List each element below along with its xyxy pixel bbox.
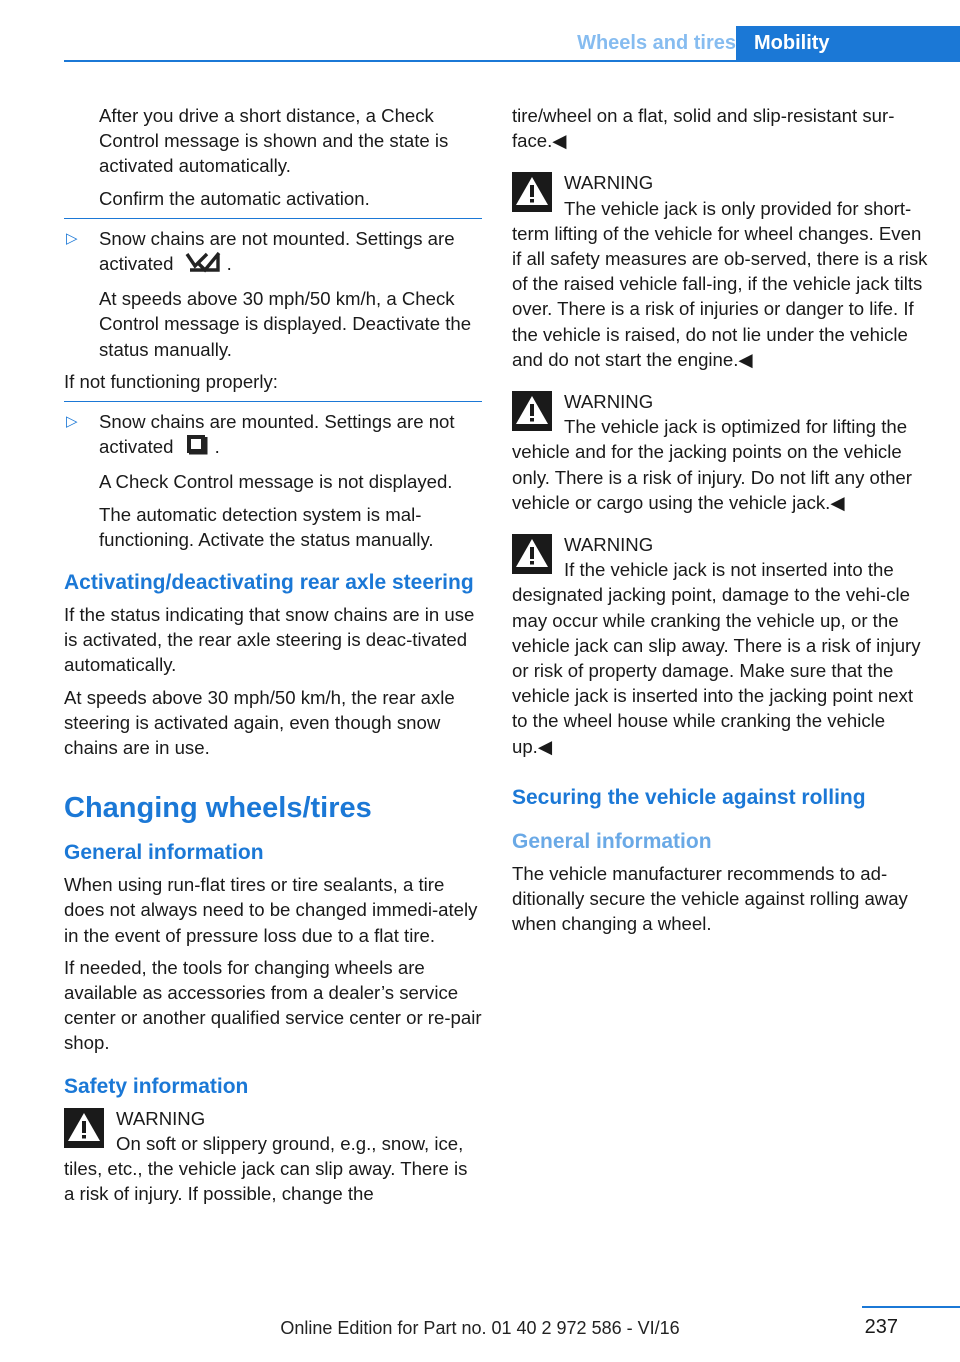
warning-text: On soft or slippery ground, e.g., snow, ice, tiles, etc., the vehicle jack can slip away. There is a risk of injury. If possible, change the	[64, 1132, 468, 1205]
paragraph: At speeds above 30 mph/50 km/h, the rear axle steering is activated again, even though snow chains are in use.	[64, 686, 455, 759]
heading-general-information: General information	[64, 841, 264, 865]
list-item	[64, 226, 482, 279]
paragraph: If needed, the tools for changing wheels are available as accessories from a dealer’s service center or another qualified service center or re‐pair shop.	[64, 956, 482, 1054]
list-item-text-end: .	[214, 436, 220, 458]
heading-changing-wheels: Changing wheels/tires	[64, 792, 372, 825]
triangle-bullet-icon: ▷	[66, 413, 78, 431]
paragraph: Confirm the automatic activation.	[99, 187, 370, 209]
header-chapter-tab: Mobility	[736, 26, 960, 60]
warning-block	[512, 532, 928, 759]
footer-edition: Online Edition for Part no. 01 40 2 972 586 - VI/16	[280, 1318, 680, 1338]
list-item-text: Snow chains are not mounted. Settings are activated	[99, 227, 455, 275]
paragraph: At speeds above 30 mph/50 km/h, a Check Control message is displayed. Deactivate the status manually.	[99, 288, 472, 360]
paragraph: After you drive a short distance, a Check Control message is shown and the state is activated automatically.	[99, 105, 449, 177]
heading-general-information: General information	[512, 829, 712, 853]
heading-safety-information: Safety information	[64, 1074, 249, 1098]
warning-text: The vehicle jack is only provided for short-term lifting of the vehicle for wheel changes. Even if all safety measures are ob‐served, there is a risk of the raised vehicle fall‐ing, if the vehicle jack tilts over. There is a risk of injuries or danger to life. If the vehicle is raised, do not lie under the vehicle and do not start the engine.◀	[512, 197, 928, 370]
warning-block	[512, 389, 928, 515]
triangle-bullet-icon: ▷	[66, 229, 78, 247]
paragraph: A Check Control message is not displayed.	[99, 471, 453, 493]
warning-triangle-icon	[512, 391, 552, 431]
page-number: 237	[864, 1316, 898, 1338]
paragraph: tire/wheel on a flat, solid and slip-resistant sur‐face.◀	[512, 105, 895, 152]
paragraph: The vehicle manufacturer recommends to ad‐ditionally secure the vehicle against rolling away when changing a wheel.	[512, 862, 908, 935]
warning-triangle-icon	[512, 534, 552, 574]
list-divider	[64, 401, 482, 402]
warning-label: WARNING	[564, 534, 654, 556]
warning-triangle-icon	[64, 1108, 104, 1148]
heading-rear-axle-steering: Activating/deactivating rear axle steering	[64, 571, 474, 595]
header-rule	[64, 60, 960, 62]
paragraph: When using run-flat tires or tire sealants, a tire does not always need to be changed immedi‐ately in the event of pressure loss due to a flat tire.	[64, 874, 478, 946]
warning-block	[64, 1106, 482, 1207]
list-item	[64, 409, 482, 462]
heading-securing-vehicle: Securing the vehicle against rolling	[512, 785, 866, 809]
list-item-text-end: .	[226, 253, 232, 275]
warning-triangle-icon	[512, 172, 552, 212]
paragraph: The automatic detection system is mal‐functioning. Activate the status manually.	[99, 503, 434, 550]
list-item-text: Snow chains are mounted. Settings are not activated	[99, 411, 455, 458]
list-divider	[64, 218, 482, 219]
left-column	[64, 103, 482, 1214]
warning-block	[512, 170, 928, 372]
warning-label: WARNING	[564, 172, 654, 194]
empty-box-icon	[185, 434, 209, 462]
paragraph: If not functioning properly:	[64, 370, 278, 392]
checkmark-box-icon	[185, 251, 221, 279]
warning-text: If the vehicle jack is not inserted into the designated jacking point, damage to the vehi‐cle may occur while cranking the vehicle up, or the vehicle jack can slip away. There is a risk of injury or risk of property damage. Make sure that the vehicle jack is inserted into the jacking point next to the wheel house while cranking the vehicle up.◀	[512, 559, 921, 757]
warning-label: WARNING	[116, 1107, 206, 1129]
header-section-title: Wheels and tires	[577, 32, 736, 54]
paragraph: If the status indicating that snow chains are in use is activated, the rear axle steering is deac‐tivated automatically.	[64, 604, 475, 676]
footer-rule	[862, 1306, 960, 1308]
warning-text: The vehicle jack is optimized for lifting the vehicle and for the jacking points on the vehicle only. There is a risk of injury. Do not lift any other vehicle or cargo using the vehicle jack.◀	[512, 416, 912, 513]
right-column	[512, 103, 928, 943]
warning-label: WARNING	[564, 391, 654, 413]
